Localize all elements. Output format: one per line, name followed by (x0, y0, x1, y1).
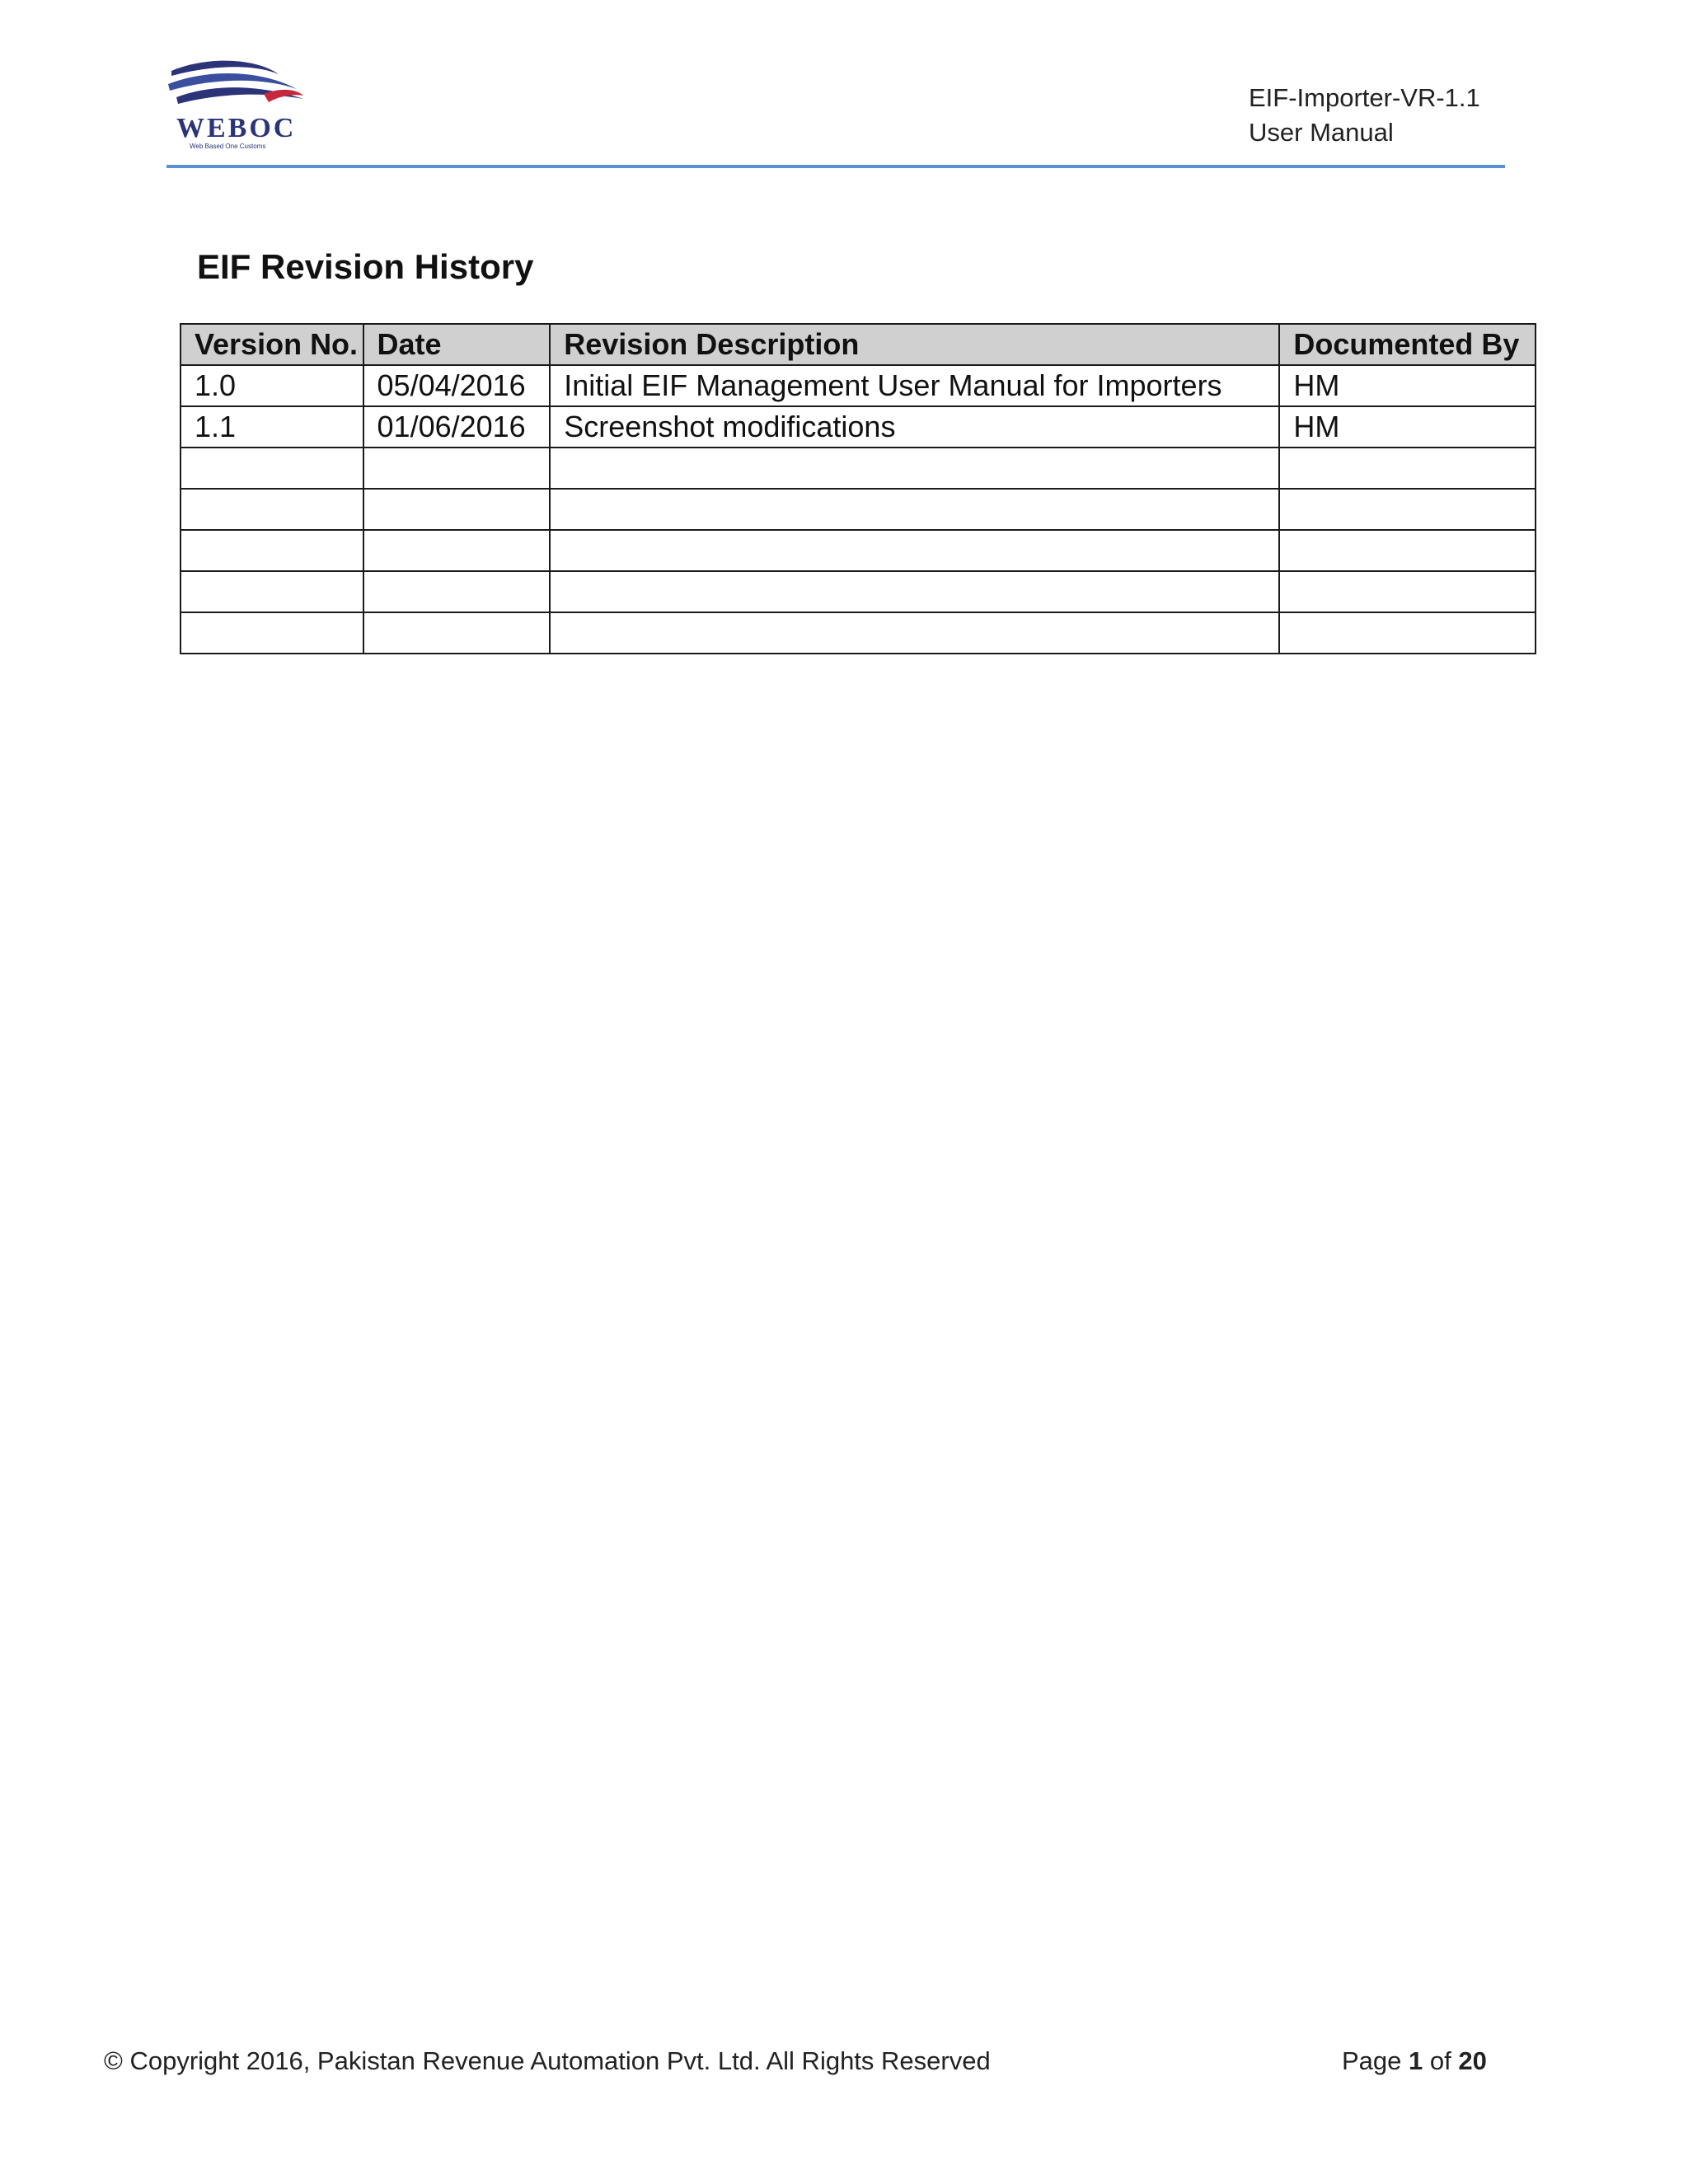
cell-date (363, 612, 551, 654)
column-header-date: Date (363, 324, 551, 365)
header-doc-info (1249, 81, 1480, 150)
table-row (181, 612, 1536, 654)
cell-date: 01/06/2016 (363, 406, 551, 448)
footer-page-number (1342, 2044, 1487, 2079)
cell-date (363, 489, 551, 530)
cell-documented-by (1279, 571, 1536, 612)
cell-description: Screenshot modifications (550, 406, 1279, 448)
cell-description: Initial EIF Management User Manual for Importers (550, 365, 1279, 406)
cell-version: 1.1 (181, 406, 363, 448)
page-of: of (1423, 2046, 1459, 2075)
footer-copyright: © Copyright 2016, Pakistan Revenue Automation Pvt. Ltd. All Rights Reserved (104, 2046, 991, 2075)
cell-documented-by (1279, 448, 1536, 489)
cell-documented-by (1279, 530, 1536, 571)
cell-version (181, 571, 363, 612)
cell-date (363, 571, 551, 612)
cell-version: 1.0 (181, 365, 363, 406)
table-row (181, 448, 1536, 489)
cell-description (550, 612, 1279, 654)
revision-history-table (180, 323, 1536, 654)
cell-version (181, 489, 363, 530)
weboc-logo (165, 56, 310, 155)
page-current: 1 (1409, 2046, 1423, 2075)
cell-description (550, 489, 1279, 530)
table-row (181, 406, 1536, 448)
header-divider (166, 165, 1505, 168)
cell-date (363, 448, 551, 489)
cell-description (550, 448, 1279, 489)
logo-tagline: Web Based One Customs (190, 143, 266, 150)
cell-date: 05/04/2016 (363, 365, 551, 406)
cell-description (550, 571, 1279, 612)
column-header-documented-by: Documented By (1279, 324, 1536, 365)
table-header-row (181, 324, 1536, 365)
cell-version (181, 612, 363, 654)
table-row (181, 571, 1536, 612)
cell-date (363, 530, 551, 571)
cell-documented-by: HM (1279, 406, 1536, 448)
doc-id: EIF-Importer-VR-1.1 (1249, 83, 1480, 112)
logo-wordmark: WEBOC (176, 113, 297, 143)
doc-type: User Manual (1249, 118, 1394, 147)
cell-version (181, 530, 363, 571)
cell-version (181, 448, 363, 489)
cell-documented-by (1279, 612, 1536, 654)
page-prefix: Page (1342, 2046, 1409, 2075)
table-row (181, 530, 1536, 571)
table-row (181, 365, 1536, 406)
table-row (181, 489, 1536, 530)
weboc-logo-icon (165, 56, 310, 155)
page-total: 20 (1458, 2046, 1487, 2075)
cell-documented-by (1279, 489, 1536, 530)
page-title: EIF Revision History (197, 247, 534, 286)
column-header-description: Revision Description (550, 324, 1279, 365)
cell-documented-by: HM (1279, 365, 1536, 406)
cell-description (550, 530, 1279, 571)
column-header-version: Version No. (181, 324, 363, 365)
